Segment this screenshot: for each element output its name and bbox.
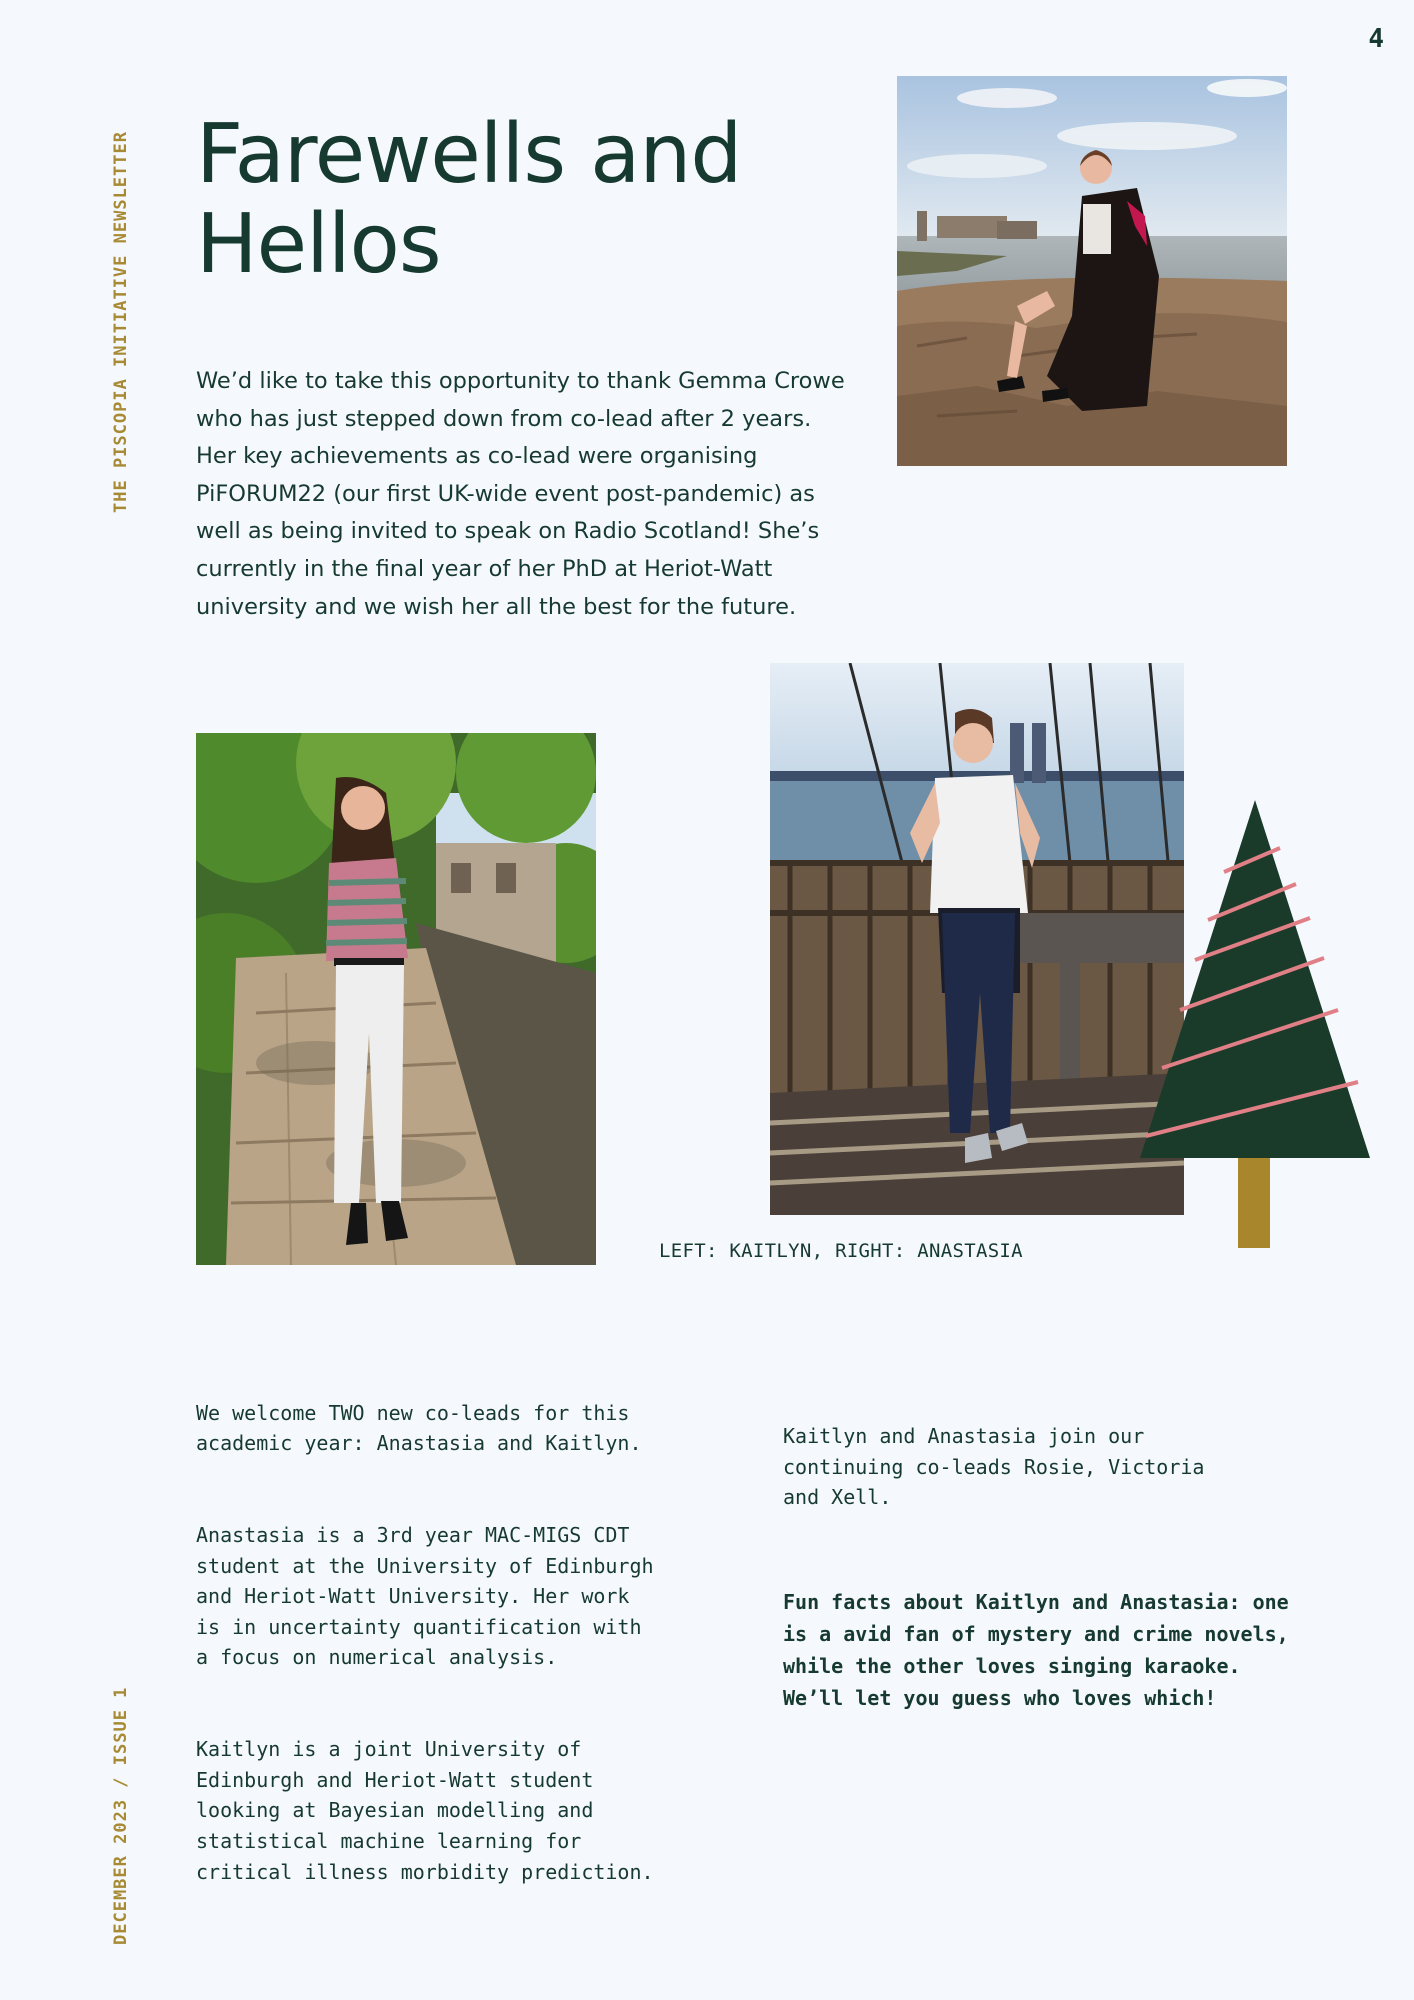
continuing-coleads-paragraph: Kaitlyn and Anastasia join our continuing co-leads Rosie, Victoria and Xell. (783, 1424, 1205, 1510)
title-line-1: Farewells and (196, 107, 742, 202)
newsletter-name: THE PISCOPIA INITIATIVE NEWSLETTER (111, 131, 131, 513)
title-line-2: Hellos (196, 197, 441, 292)
photo-gemma (897, 76, 1287, 466)
new-coleads-text (196, 1367, 716, 1948)
issue-date: DECEMBER 2023 / ISSUE 1 (111, 1686, 131, 1945)
christmas-tree-icon (1140, 800, 1370, 1252)
kaitlyn-bio: Kaitlyn is a joint University of Edinburgh and Heriot-Watt student looking at Bayesian modelling and statistical machine learning for critical illness morbidity prediction. (196, 1737, 654, 1884)
photo-caption: LEFT: KAITLYN, RIGHT: ANASTASIA (659, 1240, 1023, 1262)
intro-paragraph: We’d like to take this opportunity to thank Gemma Crowe who has just stepped down from co-lead after 2 years. Her key achievements as co-lead were organising PiFORUM22 (our first UK-wide event post-pandemic) as well as being invited to speak on Radio Scotland! She’s currently in the final year of her PhD at Heriot-Watt university and we wish her all the best for the future. (196, 368, 845, 620)
anastasia-bio: Anastasia is a 3rd year MAC-MIGS CDT student at the University of Edinburgh and Heriot-Watt University. Her work is in uncertainty quantification with a focus on numerical analysis. (196, 1522, 654, 1670)
welcome-paragraph: We welcome TWO new co-leads for this academic year: Anastasia and Kaitlyn. (196, 1400, 642, 1456)
fun-facts-paragraph: Fun facts about Kaitlyn and Anastasia: one is a avid fan of mystery and crime novels, while the other loves singing karaoke. We’ll let you guess who loves which! (783, 1590, 1289, 1710)
page-title (196, 107, 742, 292)
photo-anastasia (770, 663, 1184, 1215)
photo-kaitlyn (196, 733, 596, 1265)
page-number: 4 (1368, 24, 1384, 54)
